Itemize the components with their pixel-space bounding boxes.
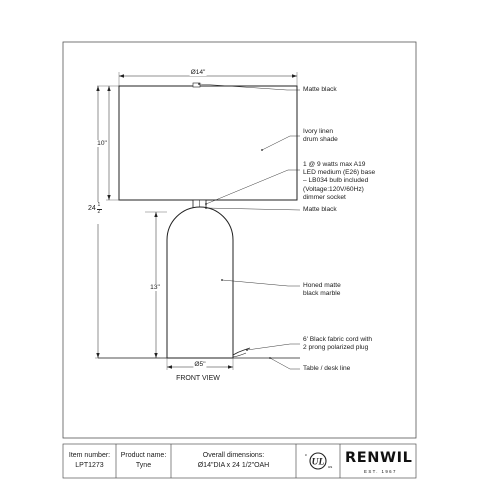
callout-marble: Honed matte black marble (303, 282, 341, 298)
callout-neck: Matte black (303, 206, 337, 213)
overall-dimensions-label: Overall dimensions: (202, 452, 265, 459)
item-number-value: LPT1273 (75, 462, 104, 469)
callout-finial: Matte black (303, 86, 337, 93)
view-label: FRONT VIEW (176, 375, 220, 382)
callout-cord: 6' Black fabric cord with 2 prong polarized plug (303, 336, 373, 352)
overall-height-label: 24 1 2 (88, 202, 108, 224)
leader-cord (247, 344, 300, 350)
power-cord (233, 348, 250, 355)
callout-table: Table / desk line (303, 365, 351, 372)
ul-listed-icon (305, 452, 332, 469)
svg-text:c: c (305, 452, 307, 457)
shade-diameter-label: Ø14" (190, 69, 206, 76)
base-diameter-label: Ø5" (194, 361, 206, 368)
brand-tagline: EST. 1967 (364, 469, 397, 474)
body-height-label: 13" (150, 284, 160, 291)
product-name-label: Product name: (120, 452, 167, 459)
callout-bulb: 1 @ 9 watts max A19 LED medium (E26) base – LB034 bulb included (Voltage:120V/60Hz) dimmer socket (303, 161, 376, 201)
overall-dimensions-value: Ø14"DIA x 24 1/2"OAH (197, 462, 270, 469)
svg-text:us: us (328, 464, 333, 469)
leader-neck (206, 208, 300, 210)
brand-logo: RENWIL (345, 450, 413, 466)
item-number-label: Item number: (68, 452, 111, 459)
product-name-value: Tyne (135, 462, 152, 469)
leader-table (270, 358, 300, 369)
callout-shade: Ivory linen drum shade (303, 128, 338, 144)
svg-text:UL: UL (311, 457, 325, 468)
lamp-shade (119, 86, 297, 200)
shade-height-label: 10" (97, 140, 107, 147)
marble-body (167, 207, 233, 358)
leader-marble (222, 280, 300, 286)
